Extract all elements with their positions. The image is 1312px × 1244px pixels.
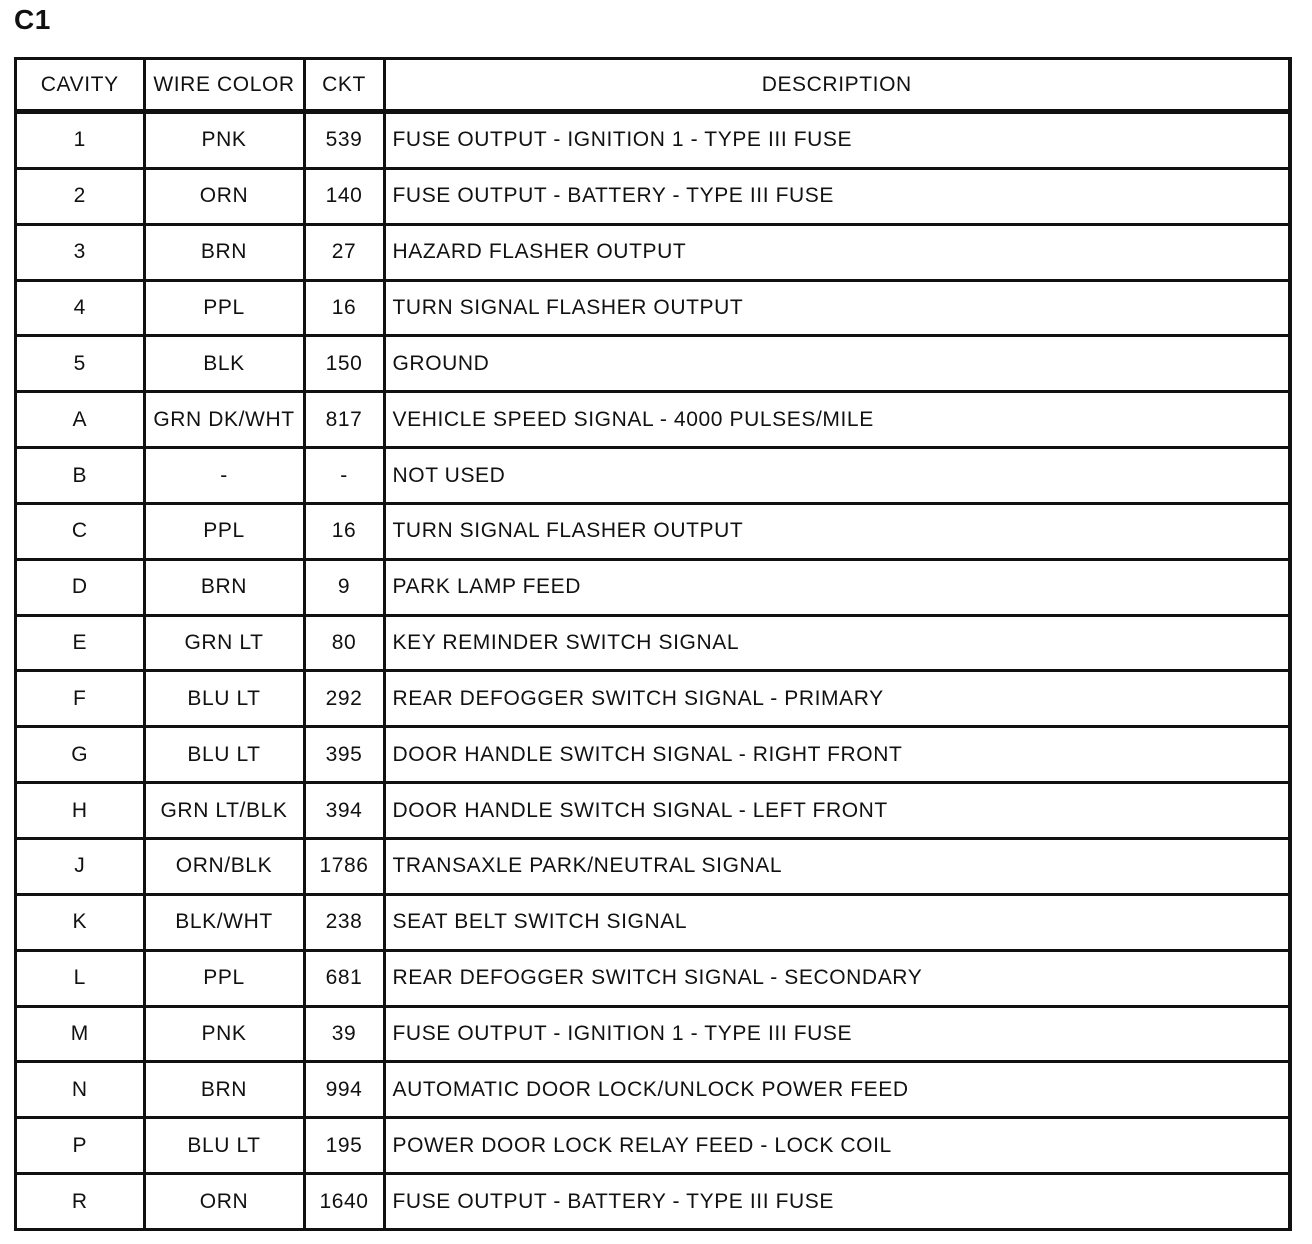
cell-description: FUSE OUTPUT - BATTERY - TYPE III FUSE [384,168,1288,224]
cell-wire-color: PPL [144,503,304,559]
cell-wire-color: ORN [144,1174,304,1228]
cell-cavity: F [17,671,144,727]
table-row [17,894,1288,950]
cell-wire-color: BRN [144,1062,304,1118]
cell-wire-color: GRN LT [144,615,304,671]
table-row [17,168,1288,224]
cell-wire-color: BLU LT [144,727,304,783]
table-row [17,224,1288,280]
table-row [17,559,1288,615]
cell-ckt: 39 [304,1006,384,1062]
cell-ckt: 292 [304,671,384,727]
cell-description: POWER DOOR LOCK RELAY FEED - LOCK COIL [384,1118,1288,1174]
cell-wire-color: ORN [144,168,304,224]
table-row [17,727,1288,783]
cell-cavity: A [17,392,144,448]
cell-description: TURN SIGNAL FLASHER OUTPUT [384,280,1288,336]
cell-wire-color: GRN LT/BLK [144,783,304,839]
cell-description: FUSE OUTPUT - BATTERY - TYPE III FUSE [392,1189,834,1213]
table-row [17,392,1288,448]
cell-description: HAZARD FLASHER OUTPUT [384,224,1288,280]
cell-cavity: 4 [17,280,144,336]
connector-table-frame [14,57,1292,1231]
cell-description: VEHICLE SPEED SIGNAL - 4000 PULSES/MILE [384,392,1288,448]
cell-cavity: N [17,1062,144,1118]
cell-cavity: J [17,838,144,894]
table-header-row [17,60,1288,112]
cell-cavity: E [17,615,144,671]
cell-cavity: K [17,894,144,950]
cell-cavity: 3 [17,224,144,280]
cell-description: DOOR HANDLE SWITCH SIGNAL - LEFT FRONT [384,783,1288,839]
cell-ckt: 1640 [304,1174,384,1228]
cell-description: FUSE OUTPUT - IGNITION 1 - TYPE III FUSE [384,112,1288,169]
cell-wire-color: BLK [144,336,304,392]
cell-wire-color: BRN [144,224,304,280]
cell-ckt: 16 [304,503,384,559]
table-row [17,838,1288,894]
table-row [17,1118,1288,1174]
table-row [17,783,1288,839]
table-row [17,950,1288,1006]
cell-cavity: M [17,1006,144,1062]
cell-ckt: 1786 [304,838,384,894]
cell-description: AUTOMATIC DOOR LOCK/UNLOCK POWER FEED [384,1062,1288,1118]
cell-description: TURN SIGNAL FLASHER OUTPUT [384,503,1288,559]
cell-ckt: 80 [304,615,384,671]
cell-ckt: 16 [304,280,384,336]
cell-ckt: 195 [304,1118,384,1174]
cell-cavity: L [17,950,144,1006]
cell-cavity: C [17,503,144,559]
cell-cavity: 1 [17,112,144,169]
cell-ckt: 394 [304,783,384,839]
cell-wire-color: PNK [144,112,304,169]
cell-ckt: 9 [304,559,384,615]
cell-ckt: 817 [304,392,384,448]
cell-wire-color: PNK [144,1006,304,1062]
table-row [17,1062,1288,1118]
cell-cavity: D [17,559,144,615]
cell-description: NOT USED [384,448,1288,504]
table-row [17,336,1288,392]
cell-cavity: H [17,783,144,839]
column-header-wire-color: WIRE COLOR [144,60,304,112]
table-row [17,112,1288,169]
cell-ckt: 539 [304,112,384,169]
cell-ckt: 681 [304,950,384,1006]
cell-description: DOOR HANDLE SWITCH SIGNAL - RIGHT FRONT [384,727,1288,783]
cell-wire-color: PPL [144,950,304,1006]
cell-wire-color: BLK/WHT [144,894,304,950]
cell-description: GROUND [384,336,1288,392]
cell-ckt: 27 [304,224,384,280]
table-row [17,1006,1288,1062]
cell-cavity: P [17,1118,144,1174]
table-row [17,448,1288,504]
cell-wire-color: BRN [144,559,304,615]
cell-ckt: - [304,448,384,504]
cell-description: SEAT BELT SWITCH SIGNAL [384,894,1288,950]
column-header-ckt: CKT [304,60,384,112]
cell-ckt: 150 [304,336,384,392]
cell-ckt: 994 [304,1062,384,1118]
cell-description: REAR DEFOGGER SWITCH SIGNAL - SECONDARY [384,950,1288,1006]
cell-wire-color: ORN/BLK [144,838,304,894]
cell-ckt: 238 [304,894,384,950]
column-header-cavity: CAVITY [17,60,144,112]
cell-description: FUSE OUTPUT - IGNITION 1 - TYPE III FUSE [384,1006,1288,1062]
cell-wire-color: GRN DK/WHT [144,392,304,448]
cell-description: REAR DEFOGGER SWITCH SIGNAL - PRIMARY [384,671,1288,727]
cell-cavity: R [17,1174,144,1228]
connector-pinout-table [17,60,1288,1228]
cell-cavity: 5 [17,336,144,392]
cell-cavity: 2 [17,168,144,224]
table-row [17,671,1288,727]
table-row [17,280,1288,336]
cell-wire-color: - [144,448,304,504]
cell-ckt: 140 [304,168,384,224]
cell-cavity: G [17,727,144,783]
cell-cavity: B [17,448,144,504]
column-header-description: DESCRIPTION [384,60,1288,112]
cell-description: TRANSAXLE PARK/NEUTRAL SIGNAL [384,838,1288,894]
table-body [17,112,1288,1229]
table-row [17,503,1288,559]
table-row [17,1174,1288,1228]
connector-title: C1 [14,4,51,35]
cell-ckt: 395 [304,727,384,783]
cell-wire-color: BLU LT [144,1118,304,1174]
cell-wire-color: PPL [144,280,304,336]
cell-description: KEY REMINDER SWITCH SIGNAL [384,615,1288,671]
table-row [17,615,1288,671]
cell-description: PARK LAMP FEED [384,559,1288,615]
cell-wire-color: BLU LT [144,671,304,727]
